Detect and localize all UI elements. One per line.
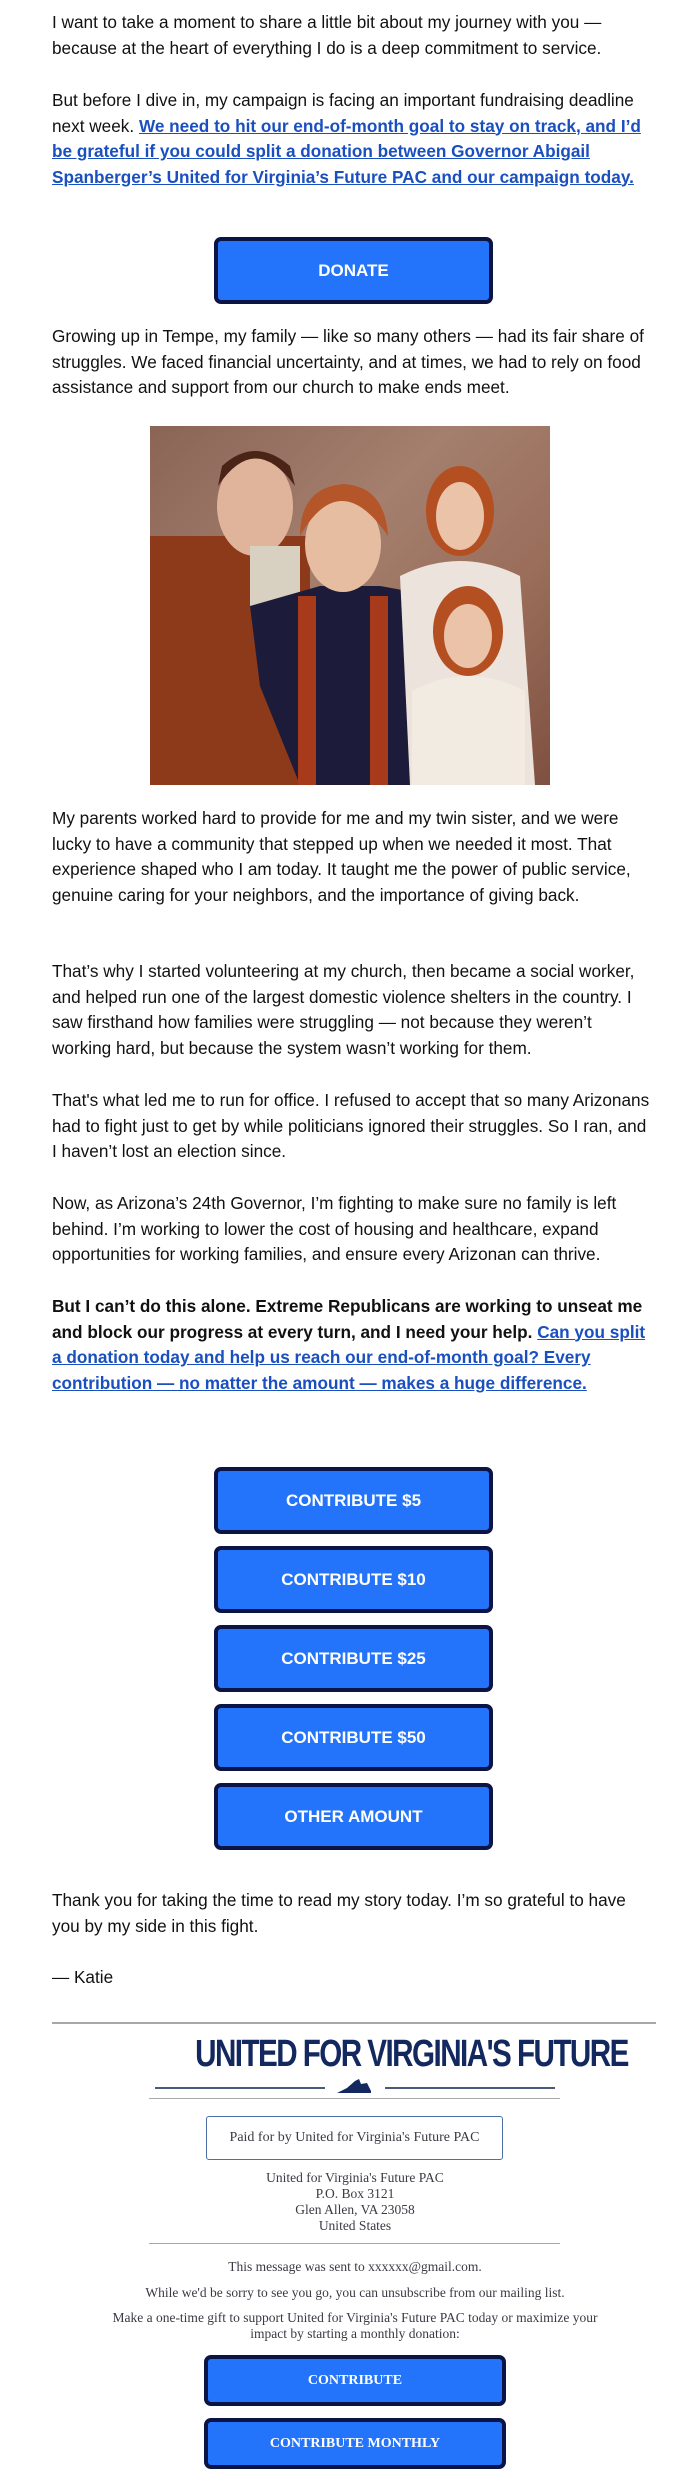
gift-text: Make a one-time gift to support United for Virginia's Future PAC today or maximize your impact by starting a monthly donation: xyxy=(112,2310,598,2341)
contribute-5-button[interactable]: CONTRIBUTE $5 xyxy=(214,1467,493,1534)
contribute-50-button[interactable]: CONTRIBUTE $50 xyxy=(214,1704,493,1771)
footer-contribute-monthly-button[interactable]: CONTRIBUTE MONTHLY xyxy=(204,2418,506,2469)
sent-to-text: This message was sent to xxxxxx@gmail.com. xyxy=(228,2259,482,2274)
childhood-paragraph: Growing up in Tempe, my family — like so many others — had its fair share of struggles. We faced financial uncertainty, and at times, we had to rely on food assistance and support from our church to make ends meet. xyxy=(52,326,644,397)
mailing-address xyxy=(150,2170,560,2234)
intro-paragraph: I want to take a moment to share a little bit about my journey with you — because at the heart of everything I do is a deep commitment to service. xyxy=(52,12,602,58)
address-line: United States xyxy=(318,2218,392,2233)
address-line: P.O. Box 3121 xyxy=(315,2186,395,2201)
virginia-state-icon xyxy=(337,2078,371,2094)
appeal-bold-text: But I can’t do this alone. Extreme Republicans are working to unseat me and block our progress at every turn, and I need your help. xyxy=(52,1296,643,1342)
contribute-10-button[interactable]: CONTRIBUTE $10 xyxy=(214,1546,493,1613)
footer-divider xyxy=(149,2098,560,2099)
divider xyxy=(52,2022,656,2024)
contribute-25-button[interactable]: CONTRIBUTE $25 xyxy=(214,1625,493,1692)
footer-divider xyxy=(149,2243,560,2244)
signoff: — Katie xyxy=(52,1967,114,1987)
volunteering-paragraph: That’s why I started volunteering at my church, then became a social worker, and helped run one of the largest domestic violence shelters in the country. I saw firsthand how families were struggling — not because they weren’t working hard, but because the system wasn’t working for them. xyxy=(52,961,635,1058)
logo-line-right xyxy=(385,2087,555,2089)
donation-link[interactable]: We need to hit our end-of-month goal to stay on track, and I’d be grateful if you could split a donation between Governor Abigail Spanberger’s United for Virginia’s Future PAC and our campaign today. xyxy=(52,115,641,187)
fundraising-text: But before I dive in, my campaign is facing an important fundraising deadline next week. xyxy=(52,90,634,136)
appeal-paragraph xyxy=(52,1294,652,1396)
address-line: Glen Allen, VA 23058 xyxy=(295,2202,415,2217)
thanks-paragraph: Thank you for taking the time to read my story today. I’m so grateful to have you by my side in this fight. xyxy=(52,1890,626,1936)
governor-paragraph: Now, as Arizona’s 24th Governor, I’m fighting to make sure no family is left behind. I’m working to lower the cost of housing and healthcare, expand opportunities for working families, and ensure every Arizonan can thrive. xyxy=(52,1193,617,1264)
address-line: United for Virginia's Future PAC xyxy=(266,2170,444,2185)
pac-logo: UNITED FOR VIRGINIA'S FUTURE xyxy=(195,2033,628,2075)
family-photo xyxy=(150,426,550,785)
office-paragraph: That's what led me to run for office. I refused to accept that so many Arizonans had to fight just to get by while politicians ignored their struggles. So I ran, and I haven’t lost an election since. xyxy=(52,1090,650,1161)
logo-line-left xyxy=(155,2087,325,2089)
donate-button[interactable]: DONATE xyxy=(214,237,493,304)
parents-paragraph: My parents worked hard to provide for me and my twin sister, and we were lucky to have a community that stepped up when we needed it most. That experience shaped who I am today. It taught me the power of public service, genuine caring for your neighbors, and the importance of giving back. xyxy=(52,808,631,905)
footer-contribute-button[interactable]: CONTRIBUTE xyxy=(204,2355,506,2406)
paid-for-box: Paid for by United for Virginia's Future PAC xyxy=(206,2116,503,2160)
appeal-donation-link[interactable]: Can you split a donation today and help us reach our end-of-month goal? Every contribution — no matter the amount — makes a huge difference. xyxy=(52,1321,646,1393)
unsubscribe-text[interactable]: While we'd be sorry to see you go, you can unsubscribe from our mailing list. xyxy=(145,2285,565,2300)
other-amount-button[interactable]: OTHER AMOUNT xyxy=(214,1783,493,1850)
fundraising-paragraph xyxy=(52,88,652,190)
